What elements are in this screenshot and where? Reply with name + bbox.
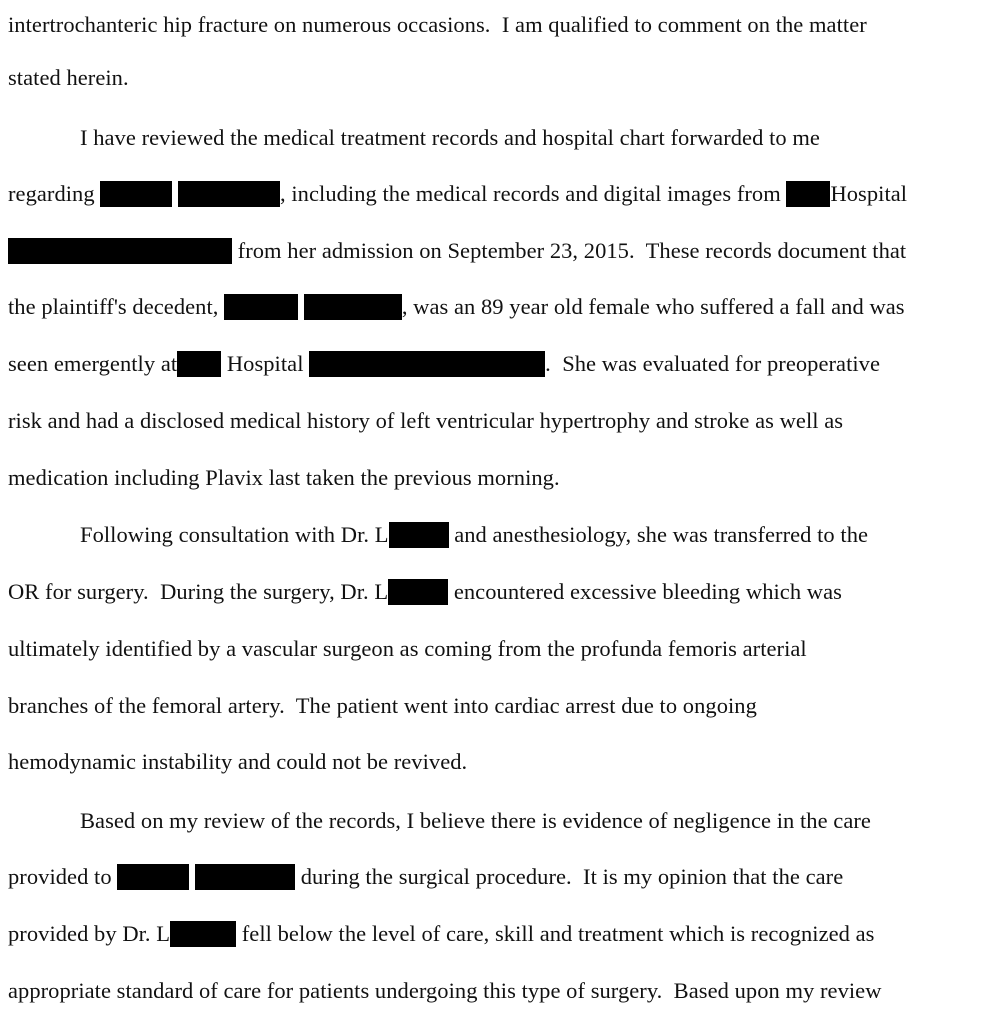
redaction-box [195,864,295,890]
line-text: intertrochanteric hip fracture on numerous occasions. I am qualified to comment on the matter [8,12,867,37]
line-text: OR for surgery. During the surgery, Dr. L [8,579,389,604]
text-line [8,976,882,1006]
redaction-box [786,181,830,207]
line-text: hemodynamic instability and could not be revived. [8,749,468,774]
text-line [8,691,757,721]
line-text: Following consultation with Dr. L [80,522,389,547]
line-text: branches of the femoral artery. The patient went into cardiac arrest due to ongoing [8,693,757,718]
line-text: from her admission on September 23, 2015. These records document that [232,238,907,263]
line-text: ultimately identified by a vascular surgeon as coming from the profunda femoris arterial [8,636,807,661]
text-line [8,862,843,892]
line-text: provided by Dr. L [8,921,171,946]
text-line [8,63,129,93]
redaction-box [117,864,189,890]
redaction-box [304,294,402,320]
redaction-box [100,181,172,207]
line-text: risk and had a disclosed medical history of left ventricular hypertrophy and stroke as well as [8,408,844,433]
text-line [8,406,843,436]
line-text: , including the medical records and digital images from [280,181,787,206]
redaction-box [8,238,232,264]
text-line [8,463,560,493]
line-text: Hospital [221,351,310,376]
redaction-box [178,181,280,207]
redaction-box [177,351,221,377]
text-line [8,292,905,322]
redaction-box [170,921,236,947]
line-text: fell below the level of care, skill and treatment which is recognized as [236,921,875,946]
line-text: medication including Plavix last taken the previous morning. [8,465,560,490]
text-line [8,919,874,949]
line-text: provided to [8,864,118,889]
redaction-box [309,351,545,377]
line-text: stated herein. [8,65,129,90]
redaction-box [389,522,449,548]
line-text: the plaintiff's decedent, [8,294,225,319]
text-line [80,806,871,836]
text-line [8,747,467,777]
line-text: , was an 89 year old female who suffered a fall and was [401,294,905,319]
text-line [8,349,880,379]
line-text: Hospital [830,181,908,206]
line-text: and anesthesiology, she was transferred to the [448,522,869,547]
redaction-box [224,294,298,320]
line-text: encountered excessive bleeding which was [448,579,842,604]
line-text: I have reviewed the medical treatment records and hospital chart forwarded to me [80,125,820,150]
text-line [80,520,868,550]
line-text: Based on my review of the records, I believe there is evidence of negligence in the care [80,808,871,833]
redaction-box [388,579,448,605]
line-text: during the surgical procedure. It is my opinion that the care [295,864,844,889]
line-text: appropriate standard of care for patients undergoing this type of surgery. Based upon my review [8,978,882,1003]
text-line [8,634,807,664]
line-text: seen emergently at [8,351,178,376]
text-line [80,123,820,153]
text-line [8,179,907,209]
line-text: . She was evaluated for preoperative [545,351,881,376]
text-line [8,10,867,40]
line-text: regarding [8,181,101,206]
text-line [8,577,842,607]
text-line [8,236,906,266]
